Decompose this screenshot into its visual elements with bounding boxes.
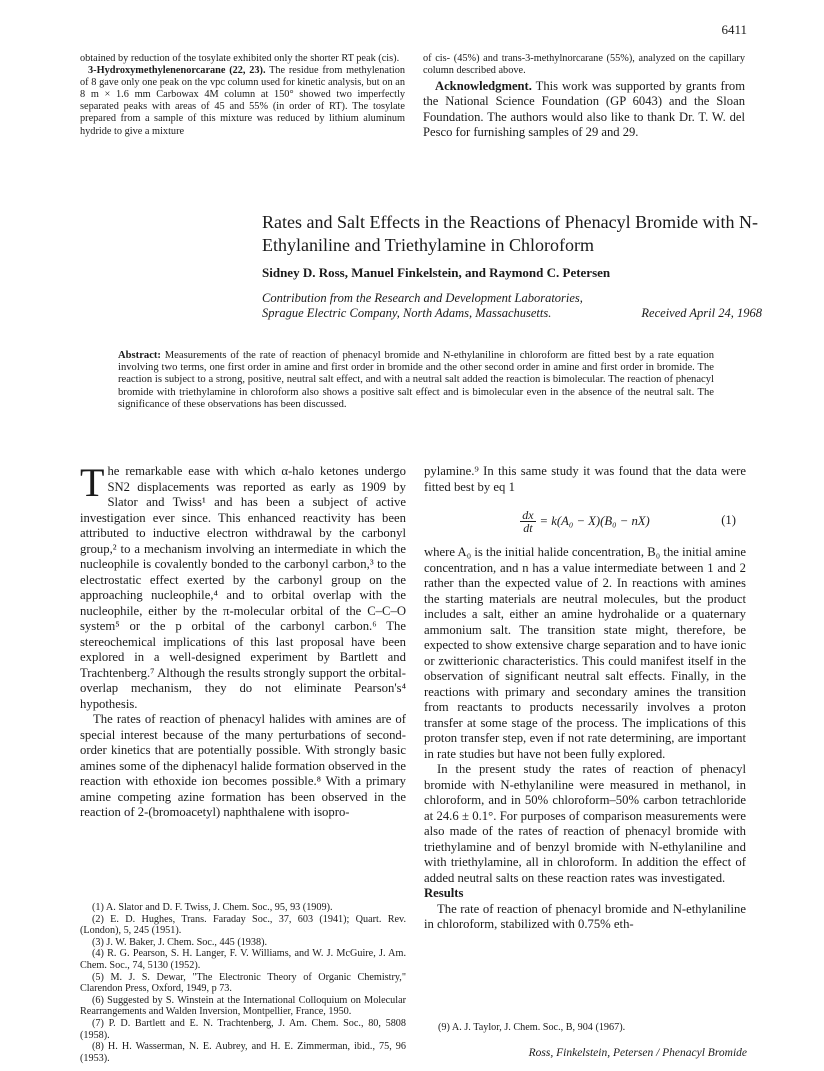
paragraph: The rates of reaction of phenacyl halides with amines are of special interest because of the many perturbations of second-order kinetics that are potentially possible. With strongly basic amines some of the diphenacyl halide formation observed in the reaction with ethoxide ion becomes possible.⁸ With a primary amine competing azine formation has been observed in the reaction of 2-(bromoacetyl) naphthalene with isopro- <box>80 712 406 819</box>
abstract-label: Abstract: <box>118 350 161 361</box>
body-column-left <box>80 460 406 821</box>
received-date: Received April 24, 1968 <box>641 306 762 321</box>
paragraph: pylamine.⁹ In this same study it was found that the data were fitted best by eq 1 <box>424 464 746 494</box>
article-authors: Sidney D. Ross, Manuel Finkelstein, and Raymond C. Petersen <box>262 265 611 280</box>
paragraph: The rate of reaction of phenacyl bromide and N-ethylaniline in chloroform, stabilized with 0.75% eth- <box>424 901 746 931</box>
acknowledgment-label: Acknowledgment. <box>435 79 532 94</box>
drop-cap: T <box>80 460 105 505</box>
paragraph: where A₀ is the initial halide concentration, B₀ the initial amine concentration, and n has a value intermediate between 1 and 2 rather than the expected value of 2. In reactions with amines the starting materials are neutral molecules, but the product includes a salt, either an amine hydrohalide or a quaternary ammonium salt. The transition state might, therefore, be expected to show extensive charge separation and to have ionic or zwitterionic characteristics. This could manifest itself in the observation of significant neutral salt effects. Finally, in the reactions with primary and secondary amines the transition from reactants to products necessarily involves a proton transfer at some stage of the process. The implications of this proton transfer step, even if not rate determining, are important in rate studies but have not been fully explored. <box>424 545 746 761</box>
acknowledgment <box>423 79 745 140</box>
footnote: (8) H. H. Wasserman, N. E. Aubrey, and H. E. Zimmerman, ibid., 75, 96 (1953). <box>80 1041 406 1064</box>
paragraph: obtained by reduction of the tosylate exhibited only the shorter RT peak (cis). <box>80 53 400 64</box>
equation-rhs: = k(A₀ − X)(B₀ − nX) <box>539 513 650 528</box>
footnote: (2) E. D. Hughes, Trans. Faraday Soc., 37, 603 (1941); Quart. Rev. (London), 5, 245 (1951). <box>80 913 406 937</box>
continued-text-right <box>423 53 745 140</box>
running-footer: Ross, Finkelstein, Petersen / Phenacyl Bromide <box>528 1047 747 1059</box>
rate-equation <box>424 509 746 533</box>
body-column-right <box>424 464 746 933</box>
paragraph: of cis- (45%) and trans-3-methylnorcarane (55%), analyzed on the capillary column described above. <box>423 53 745 77</box>
affiliation-line <box>262 306 762 321</box>
footnote: (3) J. W. Baker, J. Chem. Soc., 445 (1938). <box>92 936 268 948</box>
footnote: (4) R. G. Pearson, S. H. Langer, F. V. Williams, and W. J. McGuire, J. Am. Chem. Soc., 74, 5130 (1952). <box>80 948 406 971</box>
acknowledgment-text: This work was supported by grants from the National Science Foundation (GP 6043) and the Sloan Foundation. The authors would also like to thank Dr. T. W. del Pesco for furnishing samples of 29 and 29. <box>423 79 745 139</box>
compound-heading: 3-Hydroxymethylenenorcarane (22, 23). <box>88 65 266 77</box>
footnote: (7) P. D. Bartlett and E. N. Trachtenberg, J. Am. Chem. Soc., 80, 5808 (1958). <box>80 1017 406 1041</box>
abstract <box>118 350 714 411</box>
continued-text-left <box>80 53 405 138</box>
abstract-text: Measurements of the rate of reaction of phenacyl bromide and N-ethylaniline in chloroform are fitted best by a rate equation involving two terms, one first order in amine and first order in bromide and the other second order in amine and first order in bromide. The reaction is subject to a strong, positive, neutral salt effect, and with a neutral salt added the reaction is bimolecular. The reaction of phenacyl bromide with triethylamine in chloroform also shows a positive salt effect and is bimolecular even in the absence of the neutral salt. The significance of these observations has been discussed. <box>118 350 714 410</box>
affiliation <box>262 291 762 322</box>
derivative-fraction <box>520 509 535 534</box>
paragraph-text: he remarkable ease with which α-halo ketones undergo SN2 displacements was reported as early as 1909 by Slator and Twiss¹ and has been a subject of active investigation ever since. This enhanced reactivity has been attributed to inductive electron withdrawal by the carbonyl group,² to a mechanism involving an intermediate in which the nucleophile is covalently bonded to the carbonyl carbon,³ to the electrostatic effect exerted by the carbonyl group on the approaching nucleophile,⁴ and to orbital overlap with the nucleophile, either by the π-molecular orbital of the C–C–O system⁵ or the p orbital of the carbonyl carbon.⁶ The stereochemical implications of this last proposal have been explored in a well-designed experiment by Bartlett and Trachtenberg.⁷ Although the results strongly support the orbital-overlap mechanism, they do not eliminate Pearson's⁴ hypothesis. <box>80 464 406 711</box>
footnote: (6) Suggested by S. Winstein at the International Colloquium on Molecular Rearrangements and Walden Inversion, Montpellier, France, 1950. <box>80 994 406 1018</box>
paragraph-text: The residue from methylenation of 8 gave only one peak on the vpc column used for kinetic analysis, but on an 8 m × 1.6 mm Carbowax 4M column at 150° showed two imperfectly separated peaks with areas of 45 and 55% (in order of RT). The tosylate prepared from a sample of this mixture was reduced by lithium aluminum hydride to give a mixture <box>80 65 405 137</box>
equation-number: (1) <box>721 513 736 527</box>
affiliation-location: Sprague Electric Company, North Adams, Massachusetts. <box>262 306 552 321</box>
footnote: (1) A. Slator and D. F. Twiss, J. Chem. Soc., 95, 93 (1909). <box>92 902 333 913</box>
footnote: (9) A. J. Taylor, J. Chem. Soc., B, 904 (1967). <box>438 1022 626 1033</box>
fraction-numerator: dx <box>522 508 534 522</box>
section-heading: Results <box>424 886 464 900</box>
affiliation-line: Contribution from the Research and Development Laboratories, <box>262 291 583 305</box>
paragraph: In the present study the rates of reaction of phenacyl bromide with N-ethylaniline were measured in methanol, in chloroform, and in 50% chloroform–50% carbon tetrachloride at 24.6 ± 0.1°. For purposes of comparison measurements were also made of the rates of reaction of phenacyl bromide with triethylamine and of benzyl bromide with N-ethylaniline and with triethylamine, all in chloroform. In addition the effect of added neutral salts on these reaction rates was investigated. <box>424 762 746 885</box>
footnote: (5) M. J. S. Dewar, "The Electronic Theory of Organic Chemistry," Clarendon Press, Oxford, 1949, p 73. <box>80 971 406 995</box>
article-title: Rates and Salt Effects in the Reactions of Phenacyl Bromide with N-Ethylaniline and Triethylamine in Chloroform <box>262 212 759 255</box>
footnotes <box>80 902 406 1064</box>
paragraph <box>80 460 406 712</box>
page-number: 6411 <box>721 22 747 37</box>
paragraph <box>80 65 405 138</box>
fraction-denominator: dt <box>523 521 533 535</box>
